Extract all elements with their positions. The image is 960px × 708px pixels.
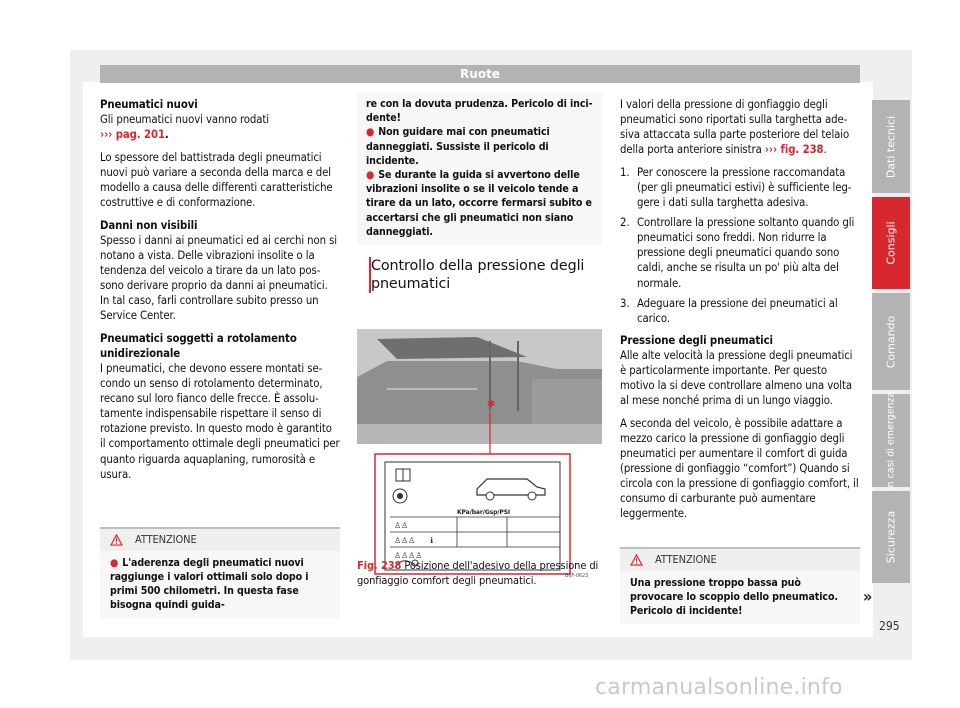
text-tread-depth: Lo spessore del battistrada degli pneumatici nuovi può variare a seconda della marca e del modello a causa delle differenti caratteristiche costruttive e di conformazione. [100, 150, 333, 210]
warning-text: L'aderenza degli pneumatici nuovi raggiunge i valori ottimali solo dopo i primi 500 chilometri. In questa fase bisogna quindi guida- [110, 557, 309, 611]
text-unidirectional: I pneumatici, che devono essere montati secondo un senso di rotolamento determinato, recano sul loro fianco delle frecce. È assolutamente indispensabile rispettare il senso di rotazione previsto. In questo modo è garantito il comportamento ottimale degli pneumatici per quanto riguarda aquaplaning, rumorosità e usura. [100, 362, 340, 481]
text-intro: I valori della pressione di gonfiaggio degli pneumatici sono riportati sulla targhetta adesiva attaccata sulla parte posteriore del telaio della porta anteriore sinistra [620, 98, 850, 157]
warning-cont-text: re con la dovuta prudenza. Pericolo di incidente! [366, 98, 593, 125]
text-comfort-pressure: A seconda del veicolo, è possibile adattare a mezzo carico la pressione di gonfiaggio degli pneumatici per aumentare il comfort di guida (pressione di gonfiaggio “comfort”) Quando si circola con la pressione di gonfiaggio comfort, il consumo di carburante può aumentare leggermente. [620, 416, 859, 521]
figure-caption [357, 559, 602, 588]
continue-arrow-icon: » [863, 587, 873, 606]
chapter-header: Ruote [100, 65, 860, 83]
text-new-tires: Gli pneumatici nuovi vanno rodati [100, 113, 269, 127]
heading-unidirectional: Pneumatici soggetti a rotolamento unidirezionale [100, 331, 297, 360]
column-left: Pneumatici nuovi Gli pneumatici nuovi vanno rodati ››› pag. 201. Lo spessore del battistrada degli pneumatici nuovi può variare a seconda della marca e del modello a causa delle differenti caratteristiche costruttive e di conformazione. Danni non visibili Spesso i danni ai pneumatici ed ai cerchi non si notano a vista. Delle vibrazioni insolite o la tendenza del veicolo a tirare da un lato possono derivare proprio da danni ai pneumatici. In tal caso, farli controllare subito presso un Service Center. Pneumatici soggetti a rotolamento unidirezionale I pneumatici, che devono essere montati secondo un senso di rotolamento determinato, recano sul loro fianco delle frecce. È assolutamente indispensabile rispettare il senso di rotazione previsto. In questo modo è garantito il comportamento ottimale degli pneumatici per quanto riguarda aquaplaning, rumorosità e usura. ATTENZIONE ● L'aderenza degli pneumatici nuovi raggiunge i valori ottimali solo dopo i primi 500 chilometri. In questa fase bisogna quindi guida- [100, 97, 340, 489]
warning-box-1: ATTENZIONE ● L'aderenza degli pneumatici nuovi raggiunge i valori ottimali solo dopo i primi 500 chilometri. In questa fase bisogna quindi guida- [100, 527, 340, 618]
page-ref-link[interactable]: ››› pag. 201 [100, 128, 165, 142]
warning-bullet-2: Se durante la guida si avvertono delle vibrazioni insolite o se il veicolo tende a tirare da un lato, occorre fermarsi subito e accertarsi che gli pneumatici non siano danneggiati. [366, 169, 592, 238]
heading-new-tires: Pneumatici nuovi [100, 98, 198, 111]
warning-box-2 [620, 547, 860, 624]
warning-label: ATTENZIONE [135, 533, 197, 547]
figure-caption-text: Posizione dell'adesivo della pressione di gonfiaggio comfort degli pneumatici. [357, 559, 599, 587]
heading-tire-pressure: Pressione degli pneumatici [620, 333, 773, 347]
sticker-units-text: KPa/bar/Gsp/PSI [457, 509, 511, 516]
figure-number: Fig. 238 [357, 559, 402, 572]
svg-text:♙♙: ♙♙ [394, 521, 409, 530]
svg-text:♙♙♙♙: ♙♙♙♙ [394, 551, 423, 560]
figure-code: B6F-0623 [565, 573, 589, 579]
text-hidden-damage: Spesso i danni ai pneumatici ed ai cerchi non si notano a vista. Delle vibrazioni insolite o la tendenza del veicolo a tirare da un lato possono derivare proprio da danni ai pneumatici. In tal caso, farli controllare subito presso un Service Center. [100, 233, 338, 323]
warning-bullet-1: Non guidare mai con pneumatici danneggiati. Sussiste il pericolo di incidente. [366, 126, 550, 167]
svg-text:ℹ: ℹ [430, 536, 433, 545]
tab-consigli[interactable]: Consigli [872, 197, 910, 289]
warning-label: ATTENZIONE [655, 553, 717, 567]
figure-ref-link[interactable]: ››› fig. 238 [764, 143, 824, 157]
warning-continued: re con la dovuta prudenza. Pericolo di incidente! ● Non guidare mai con pneumatici danneggiati. Sussiste il pericolo di incidente. ● Se durante la guida si avvertono delle vibrazioni insolite o se il veicolo tende a tirare da un lato, occorre fermarsi subito e accertarsi che gli pneumatici non siano danneggiati. [357, 93, 602, 245]
tab-emergenza[interactable]: In casi di emergenza [872, 394, 910, 487]
watermark: carmanualsonline.info [595, 675, 843, 700]
tab-comando[interactable]: Comando [872, 293, 910, 390]
svg-text:✱: ✱ [487, 399, 496, 410]
page-number: 295 [879, 619, 900, 633]
warning-text: Una pressione troppo bassa può provocare lo scoppio dello pneumatico. Pericolo di incidente! [620, 571, 860, 624]
tab-dati-tecnici[interactable]: Dati tecnici [872, 100, 910, 193]
warning-triangle-icon [630, 554, 643, 566]
warning-triangle-icon [110, 534, 123, 546]
column-right: I valori della pressione di gonfiaggio degli pneumatici sono riportati sulla targhetta adesiva attaccata sulla parte posteriore del telaio della porta anteriore sinistra ››› fig. 238. 1. Per conoscere la pressione raccomandata (per gli pneumatici estivi) è sufficiente leggere i dati sulla targhetta adesiva. 2. Controllare la pressione soltanto quando gli pneumatici sono freddi. Non ridurre la pressione degli pneumatici quando sono caldi, anche se risulta un po' più alta del normale. 3. Adeguare la pressione dei pneumatici al carico. Pressione degli pneumatici Alle alte velocità la pressione degli pneumatici è particolarmente importante. Per questo motivo la si deve controllare almeno una volta al mese nonché prima di un lungo viaggio. A seconda del veicolo, è possibile adattare a mezzo carico la pressione di gonfiaggio degli pneumatici per aumentare il comfort di guida (pressione di gonfiaggio “comfort”) Quando si circola con la pressione di gonfiaggio comfort, il consumo di carburante può aumentare leggermente. ATTENZIONE Una pressione troppo bassa può provocare lo scoppio dello pneumatico. Pericolo di incidente! [620, 97, 860, 529]
text-high-speed: Alle alte velocità la pressione degli pneumatici è particolarmente importante. Per questo motivo la si deve controllare almeno una volta al mese nonché prima di un lungo viaggio. [620, 348, 853, 408]
list-item: 1. Per conoscere la pressione raccomandata (per gli pneumatici estivi) è sufficiente leggere i dati sulla targhetta adesiva. [620, 165, 852, 210]
list-item: 2. Controllare la pressione soltanto quando gli pneumatici sono freddi. Non ridurre la pressione degli pneumatici quando sono caldi, anche se risulta un po' più alta del normale. [620, 216, 855, 290]
list-item: 3. Adeguare la pressione dei pneumatici al carico. [620, 296, 838, 325]
svg-text:♙♙♙: ♙♙♙ [394, 536, 416, 545]
section-title: Controllo della pressione degli pneumatici [369, 257, 594, 293]
heading-hidden-damage: Danni non visibili [100, 218, 198, 232]
tab-sicurezza[interactable]: Sicurezza [872, 491, 910, 583]
steps-list [620, 165, 860, 326]
